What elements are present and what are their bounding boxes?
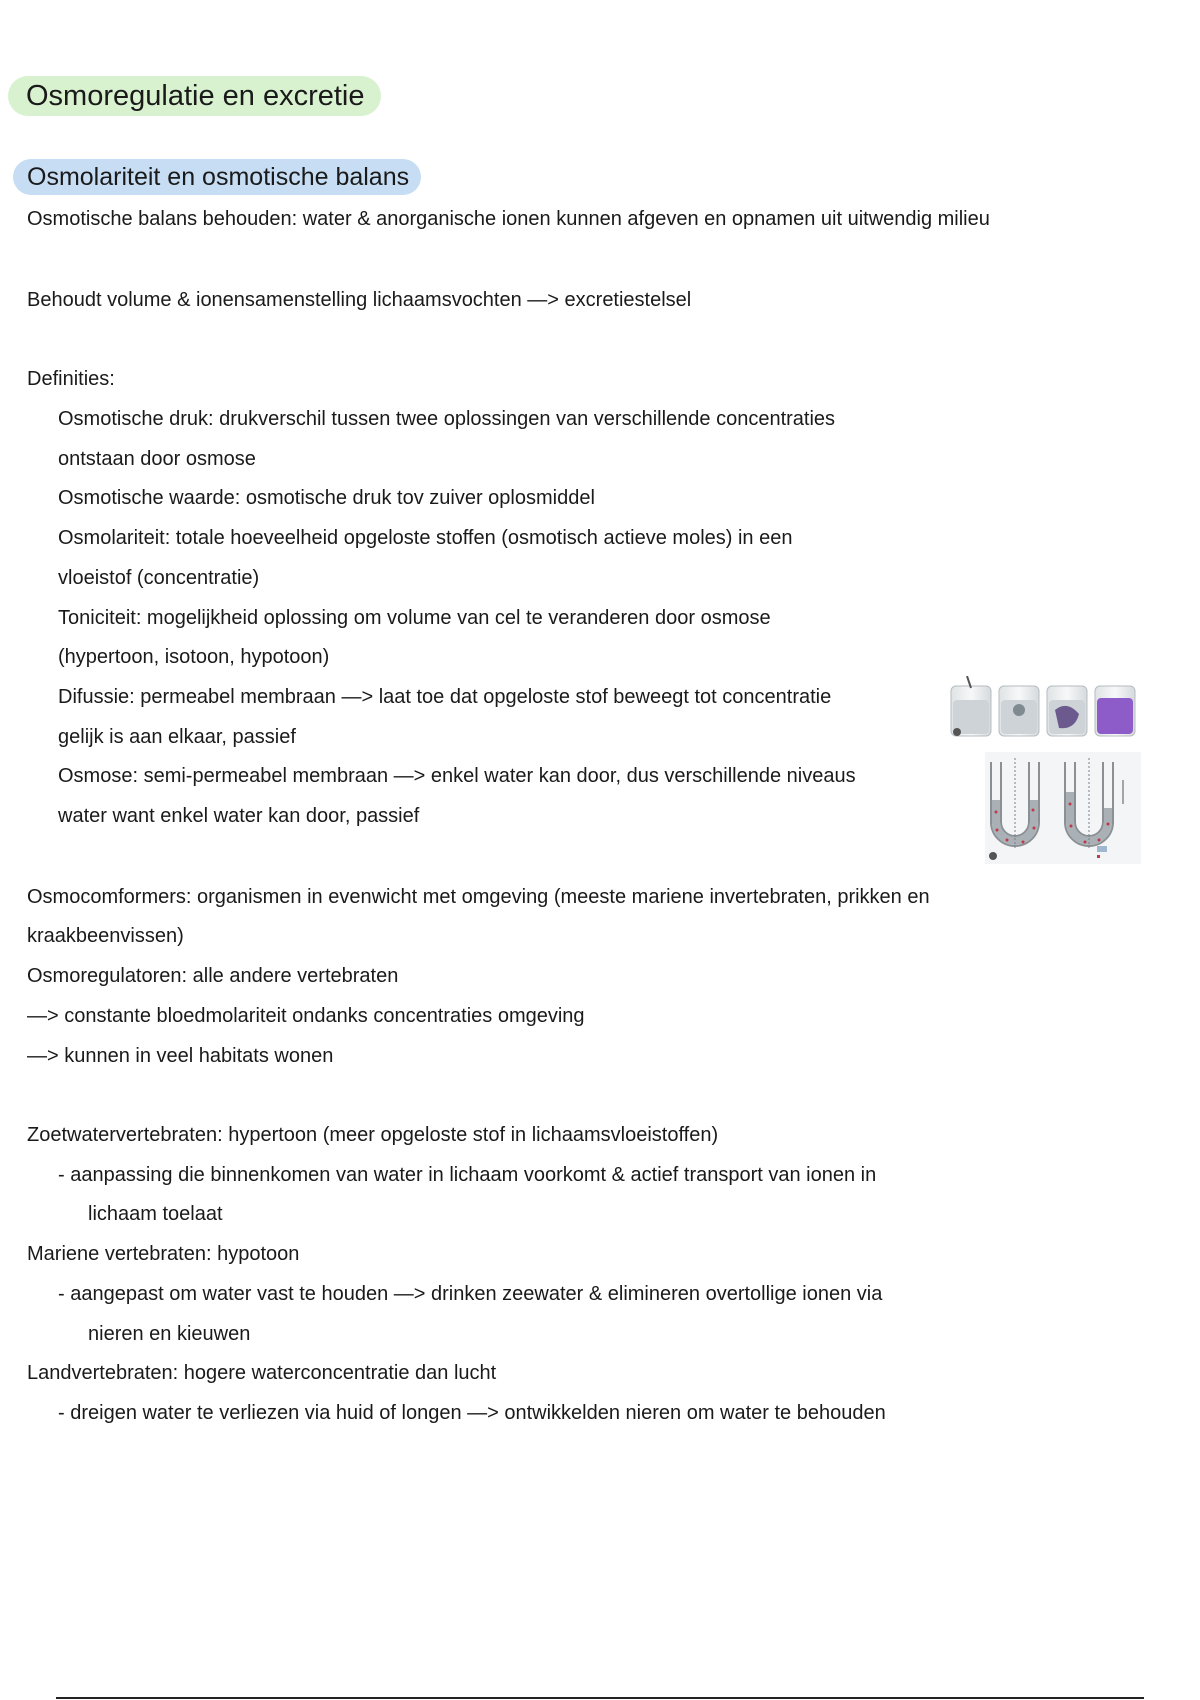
freshwater-detail: - aanpassing die binnenkomen van water in lichaam voorkomt & actief transport van ionen in: [58, 1164, 877, 1186]
definition-line: Osmotische waarde: osmotische druk tov zuiver oplosmiddel: [58, 487, 595, 509]
osmoconformers-line: kraakbeenvissen): [27, 925, 184, 947]
definition-line: Difussie: permeabel membraan —> laat toe dat opgeloste stof beweegt tot concentratie: [58, 686, 832, 708]
intro-volume: Behoudt volume & ionensamenstelling lichaamsvochten —> excretiestelsel: [27, 289, 692, 311]
marine-line: Mariene vertebraten: hypotoon: [27, 1243, 300, 1265]
page-bottom-rule: [56, 1697, 1144, 1699]
definition-line: Osmolariteit: totale hoeveelheid opgeloste stoffen (osmotisch actieve moles) in een: [58, 527, 793, 549]
definitions-heading: Definities:: [27, 368, 115, 390]
osmoregulators-line: Osmoregulatoren: alle andere vertebraten: [27, 965, 399, 987]
osmoregulators-detail: —> constante bloedmolariteit ondanks concentraties omgeving: [27, 1005, 585, 1027]
land-detail: - dreigen water te verliezen via huid of longen —> ontwikkelden nieren om water te behouden: [58, 1402, 886, 1424]
land-line: Landvertebraten: hogere waterconcentratie dan lucht: [27, 1362, 497, 1384]
definition-line: water want enkel water kan door, passief: [58, 805, 420, 827]
definition-line: ontstaan door osmose: [58, 448, 256, 470]
definition-line: gelijk is aan elkaar, passief: [58, 726, 296, 748]
osmoregulators-detail: —> kunnen in veel habitats wonen: [27, 1045, 334, 1067]
section-heading: Osmolariteit en osmotische balans: [13, 159, 421, 195]
marine-detail: nieren en kieuwen: [88, 1323, 251, 1345]
intro-balance: Osmotische balans behouden: water & anorganische ionen kunnen afgeven en opnamen uit uitwendig milieu: [27, 208, 990, 230]
definition-line: Toniciteit: mogelijkheid oplossing om volume van cel te veranderen door osmose: [58, 607, 771, 629]
definition-line: Osmose: semi-permeabel membraan —> enkel water kan door, dus verschillende niveaus: [58, 765, 856, 787]
freshwater-line: Zoetwatervertebraten: hypertoon (meer opgeloste stof in lichaamsvloeistoffen): [27, 1124, 719, 1146]
definition-line: Osmotische druk: drukverschil tussen twee oplossingen van verschillende concentraties: [58, 408, 836, 430]
marine-detail: - aangepast om water vast te houden —> drinken zeewater & elimineren overtollige ionen via: [58, 1283, 883, 1305]
definition-line: (hypertoon, isotoon, hypotoon): [58, 646, 330, 668]
diffusion-beakers-figure: [947, 676, 1139, 744]
osmosis-u-tube-figure: [985, 752, 1141, 864]
page-title: Osmoregulatie en excretie: [8, 76, 381, 116]
freshwater-detail: lichaam toelaat: [88, 1203, 223, 1225]
definition-line: vloeistof (concentratie): [58, 567, 260, 589]
osmoconformers-line: Osmocomformers: organismen in evenwicht met omgeving (meeste mariene invertebraten, prikken en: [27, 886, 930, 908]
